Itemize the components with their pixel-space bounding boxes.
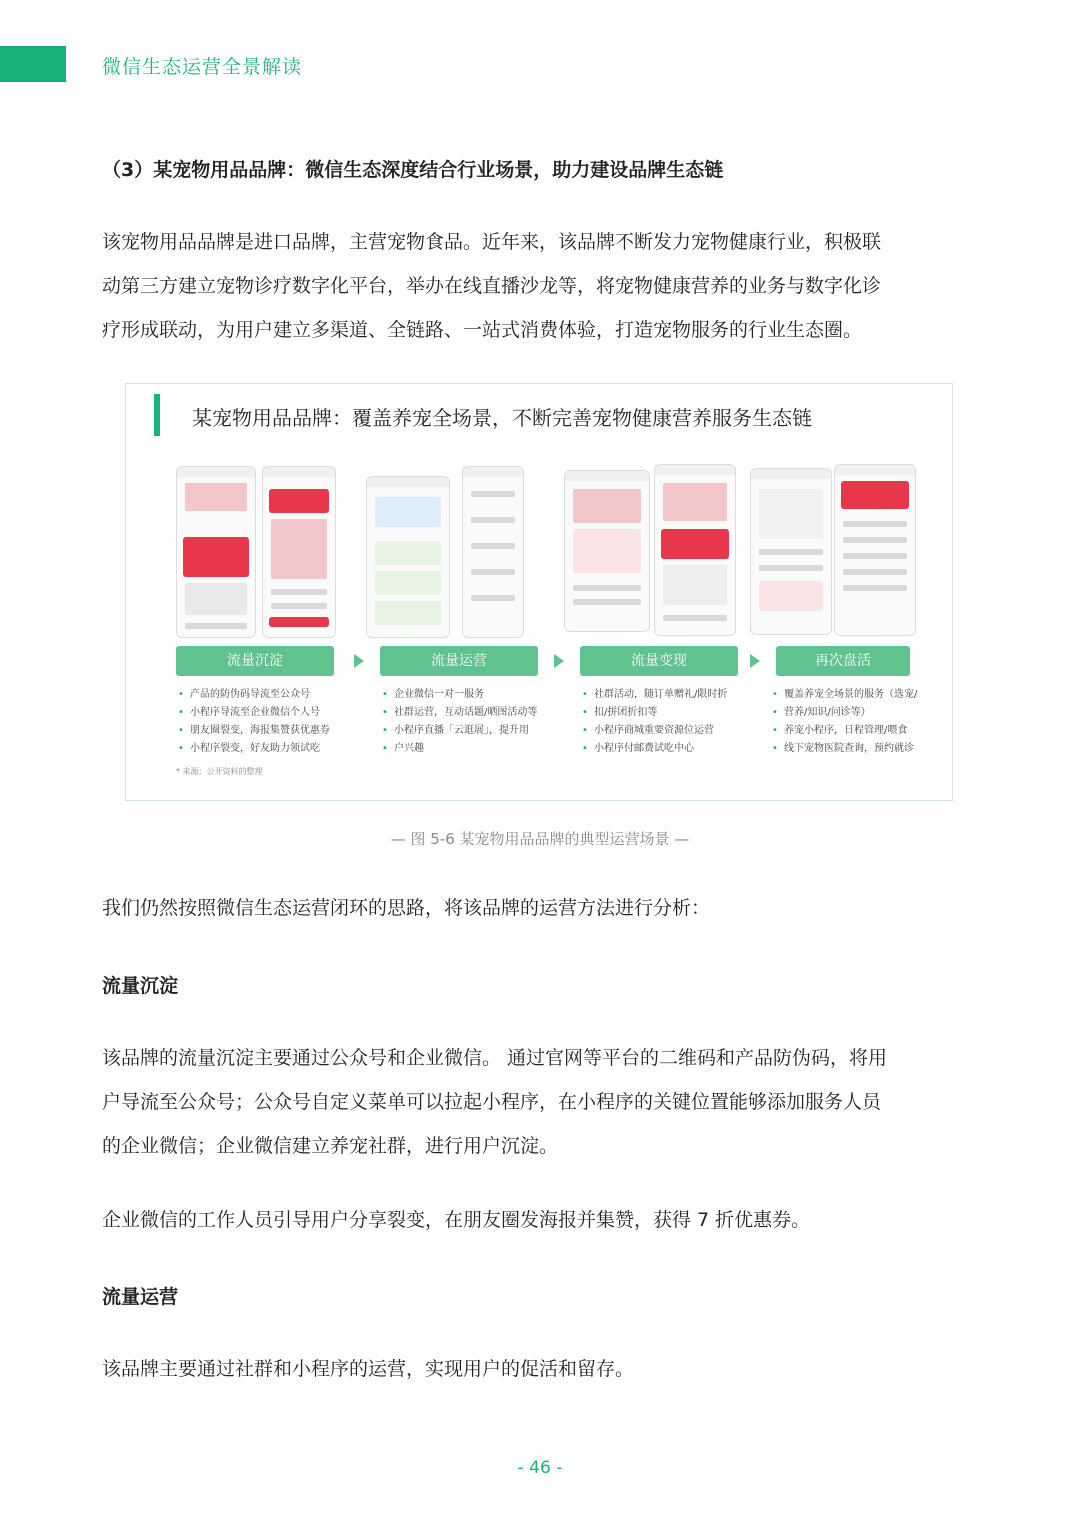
phone-screenshot-image: [564, 470, 650, 632]
heading-traffic-operation: 流量运营: [102, 1286, 179, 1308]
traffic-retention-extra: 企业微信的工作人员引导用户分享裂变，在朋友圈发海报并集赞，获得 7 折优惠券。: [102, 1209, 811, 1231]
bullet-item: • 小程序商城重要资源位运营: [580, 722, 760, 740]
phone-screenshot-image: [834, 464, 916, 636]
bullet-item: • 线下宠物医院查询，预约就诊: [770, 740, 946, 758]
arrow-right-icon: [554, 654, 564, 668]
bullet-item: • 小程序直播「云逛展」，提升用: [380, 722, 570, 740]
header-accent-bar: [0, 46, 66, 82]
phone-screenshot-image: [750, 468, 832, 635]
stage-label: 流量变现: [580, 646, 738, 676]
traffic-operation-paragraph: 该品牌主要通过社群和小程序的运营，实现用户的促活和留存。: [102, 1358, 635, 1380]
stage-bullets: [770, 686, 946, 758]
stage-label: 再次盘活: [776, 646, 910, 676]
analysis-intro: 我们仍然按照微信生态运营闭环的思路，将该品牌的运营方法进行分析：: [102, 897, 711, 919]
stage-label: 流量运营: [380, 646, 538, 676]
figure-operations-scenario: [125, 383, 953, 801]
stage-label: 流量沉淀: [176, 646, 334, 676]
figure-title: 某宠物用品品牌：覆盖养宠全场景，不断完善宠物健康营养服务生态链: [192, 406, 812, 430]
bullet-item: • 户兴趣: [380, 740, 570, 758]
phone-screenshot-image: [262, 466, 336, 638]
traffic-retention-paragraph: [102, 1036, 982, 1168]
figure-source-note: * 来源：公开资料的整理: [176, 767, 263, 776]
figure-caption: — 图 5-6 某宠物用品品牌的典型运营场景 —: [390, 830, 690, 848]
bullet-item: • 小程序导流至企业微信个人号: [176, 704, 366, 722]
phone-screenshot-image: [462, 466, 524, 638]
intro-line: 该宠物用品品牌是进口品牌，主营宠物食品。近年来，该品牌不断发力宠物健康行业，积极联: [102, 231, 882, 253]
paragraph-line: 该品牌的流量沉淀主要通过公众号和企业微信。 通过官网等平台的二维码和产品防伪码，将用: [102, 1047, 888, 1069]
bullet-item: • 小程序裂变，好友助力领试吃: [176, 740, 366, 758]
arrow-right-icon: [750, 654, 760, 668]
bullet-item: • 养宠小程序，日程管理/喂食: [770, 722, 946, 740]
paragraph-line: 的企业微信；企业微信建立养宠社群，进行用户沉淀。: [102, 1135, 559, 1157]
section-title: （3）某宠物用品品牌：微信生态深度结合行业场景，助力建设品牌生态链: [102, 159, 724, 181]
bullet-item: • 社群运营，互动话题/晒图活动等: [380, 704, 570, 722]
phone-screenshot-image: [176, 466, 256, 638]
intro-line: 疗形成联动，为用户建立多渠道、全链路、一站式消费体验，打造宠物服务的行业生态圈。: [102, 319, 863, 341]
intro-line: 动第三方建立宠物诊疗数字化平台，举办在线直播沙龙等，将宠物健康营养的业务与数字化诊: [102, 275, 882, 297]
stage-bullets: [580, 686, 760, 758]
bullet-item: • 营养/知识/问诊等）: [770, 704, 946, 722]
bullet-item: • 社群活动，随订单赠礼/限时折: [580, 686, 760, 704]
header-title: 微信生态运营全景解读: [102, 56, 303, 78]
phone-screenshot-image: [366, 476, 450, 638]
stage-bullets: [380, 686, 570, 758]
intro-paragraph: [102, 220, 982, 352]
bullet-item: • 朋友圈裂变，海报集赞获优惠券: [176, 722, 366, 740]
arrow-right-icon: [354, 654, 364, 668]
page-number: - 46 -: [517, 1458, 563, 1478]
figure-accent-bar: [154, 394, 160, 436]
heading-traffic-retention: 流量沉淀: [102, 975, 179, 997]
bullet-item: • 产品的防伪码导流至公众号: [176, 686, 366, 704]
phone-screenshot-image: [654, 464, 736, 636]
bullet-item: • 小程序付邮费试吃中心: [580, 740, 760, 758]
bullet-item: • 覆盖养宠全场景的服务（选宠/: [770, 686, 946, 704]
bullet-item: • 企业微信一对一服务: [380, 686, 570, 704]
paragraph-line: 户导流至公众号；公众号自定义菜单可以拉起小程序，在小程序的关键位置能够添加服务人员: [102, 1091, 882, 1113]
stage-bullets: [176, 686, 366, 758]
bullet-item: • 扣/拼团折扣等: [580, 704, 760, 722]
